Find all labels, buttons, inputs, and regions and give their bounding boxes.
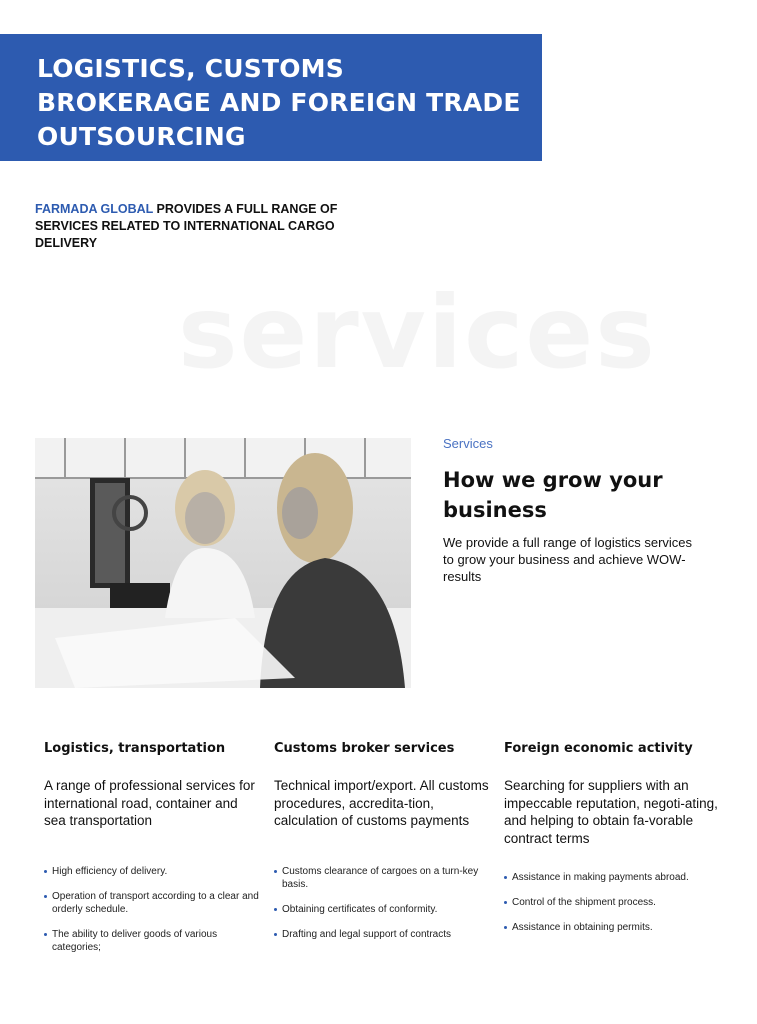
brand-name: FARMADA GLOBAL (35, 202, 154, 216)
list-item: Assistance in making payments abroad. (504, 871, 722, 884)
column-title: Foreign economic activity (504, 741, 693, 756)
column-title: Logistics, transportation (44, 741, 226, 756)
services-watermark: services (178, 274, 657, 391)
page-title-line: OUTSOURCING (37, 122, 246, 151)
column-description: Searching for suppliers with an impeccable reputation, negoti-ating, and helping to obtain fa-vorable contract terms (504, 778, 718, 846)
list-item: Control of the shipment process. (504, 896, 722, 909)
team-photo (35, 438, 411, 688)
column-title: Customs broker services (274, 741, 455, 756)
title-banner (0, 34, 542, 161)
column-bullet-list (274, 865, 492, 941)
list-item: Assistance in obtaining permits. (504, 921, 722, 934)
service-column-customs (274, 740, 492, 953)
column-bullet-list (44, 865, 262, 954)
list-item: Customs clearance of cargoes on a turn-key basis. (274, 865, 492, 891)
column-description: Technical import/export. All customs procedures, accredita-tion, calculation of customs payments (274, 778, 489, 828)
page-title-line: BROKERAGE AND FOREIGN TRADE (37, 88, 521, 117)
page-title-line: LOGISTICS, CUSTOMS (37, 54, 344, 83)
list-item: Drafting and legal support of contracts (274, 928, 492, 941)
intro-statement (35, 201, 355, 252)
list-item: High efficiency of delivery. (44, 865, 262, 878)
service-column-foreign-trade (504, 740, 722, 946)
column-bullet-list (504, 871, 722, 934)
list-item: Obtaining certificates of conformity. (274, 903, 492, 916)
intro-text: PROVIDES A FULL RANGE OF SERVICES RELATED TO INTERNATIONAL CARGO DELIVERY (35, 202, 338, 250)
page-title (37, 52, 542, 154)
services-kicker: Services (443, 436, 493, 451)
list-item: The ability to deliver goods of various categories; (44, 928, 262, 954)
column-description: A range of professional services for international road, container and sea transportation (44, 778, 255, 828)
service-column-logistics (44, 740, 262, 966)
services-heading: How we grow your business (443, 468, 663, 522)
list-item: Operation of transport according to a clear and orderly schedule. (44, 890, 262, 916)
office-photo-illustration (35, 438, 411, 688)
services-description: We provide a full range of logistics services to grow your business and achieve WOW-results (443, 535, 693, 584)
